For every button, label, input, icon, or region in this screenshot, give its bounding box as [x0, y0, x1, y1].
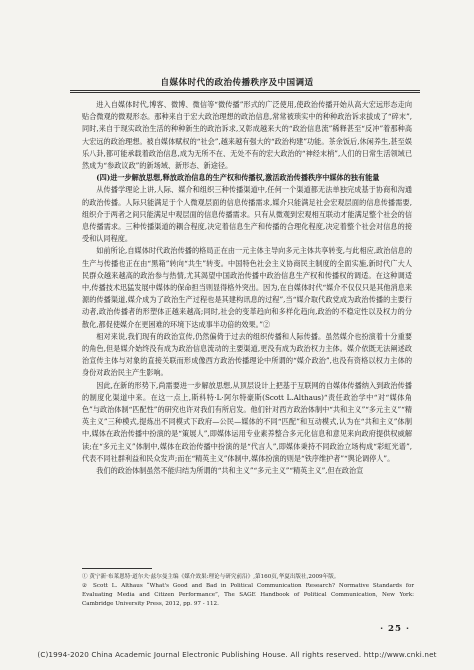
running-header: 自媒体时代的政治传播秩序及中国调适 [160, 78, 314, 88]
page-number: · 25 · [380, 624, 410, 634]
header-rule [70, 90, 420, 91]
footnotes [82, 573, 414, 609]
copyright-footer: (C)1994-2020 China Academic Journal Electronic Publishing House. All rights reserved. http://www.cnki.net [37, 650, 437, 659]
body-paragraph: 相对来说,我们现有的政治宣传,仍然偏倚于过去的组织传播和人际传播。虽然媒介也扮演着十分重要的角色,但是媒介始终没有成为政治信息流动的主要渠道,更没有成为政治权力主体。媒介依既无法阐述政治宣传主体与对象的直接关联而形成像西方政治传播理论中所谓的“媒介政治”,也没有资格以权力主体的身份对政治民主产生影响。 [82, 331, 412, 378]
header-rule-thin [70, 92, 420, 93]
body-paragraph: 因此,在新的形势下,尚需要进一步解放思想,从顶层设计上把基于互联网的自媒体传播纳入到政治传播的制度化渠道中来。在这一点上,斯科特·L·阿尔特豪斯(Scott L.Althaus)“责任政治学中“对“媒体角色”与政治体制“匹配性”的研究也许对我们有所启发。他们针对西方政治体制中“共和主义”“多元主义”“精英主义”三种模式,提炼出不同模式下政府—公民—媒体的不同“匹配”和互动模式,认为在“共和主义”体制中,媒体在政治传播中扮演的是“策展人”,即媒体运用专业素养整合多元化信息和意见来向政府提供权威解读;在“多元主义”体制中,媒体在政治传播中扮演的是“代言人”,即媒体秉持不同政治立场构成“彩虹光谱”,代表不同社群利益和民众发声;而在“精英主义”体制中,媒体扮演的则是“铁序维护者”“舆论调停人”。 [82, 380, 412, 463]
article-body [82, 99, 412, 477]
body-paragraph: 我们的政治体制虽然不能归结为所谓的“共和主义”“多元主义”“精英主义”,但在政治宣 [96, 466, 364, 476]
footnote: ② Scott L. Althaus “What's Good and Bad in Political Communication Research? Normative Standards for Evaluating Media and Citizen Performance”, The SAGE Handbook of Political Communication, New York: Cambridge University Press, 2012, pp. 97 - 112. [82, 583, 414, 607]
footnote: ① 黄宁新·布莱恩特·道尔夫·兹尔曼主编《媒介效果:理论与研究前沿》,第160页,华夏出版社,2009年版。 [82, 574, 340, 580]
footnote-rule [82, 568, 152, 569]
body-paragraph: 如前所论,自媒体时代政治传播的格局正在由一元主体主导向多元主体共享转变,与此相应,政治信息的生产与传播也正在由“黑箱”转向“共生”转变。中国特色社会主义协商民主制度的全面实施,新时代广大人民群众越来越高的政治参与热情,尤其渴望中国政治传播中政治信息生产权和传播权的调适。在这种调适中,传播技术迅猛发展中媒体的保命担当则显得格外突出。因为,在自媒体时代“媒介不仅仅只是其他消息来源的传播渠道,媒介成为了政治生产过程也是其建构讯息的过程”,当“媒介取代政党成为政治传播的主要行动者,政治传播者的形塑体正越来越高;同时,社会的变革趋向和多样化趋向,政治的不稳定性以及权力的分散化,都促使媒介在更困难的环境下达成事半功倍的效果。”② [82, 246, 412, 329]
section-heading: (四)进一步解放思想,释放政治信息的生产权和传播权,激活政治传播秩序中媒体的独有能量 [96, 173, 380, 183]
body-paragraph: 进入自媒体时代,博客、微博、微信等“微传播”形式的广泛使用,使政治传播开始从高大宏远形态走向贴合微观的微观形态。那种来自于宏大政治理想的政治信息,常常被琐实中的种种政治诉求拔成了“碎末”,同时,来自于现实政治生活的种种新生的政治诉求,又彰成越来大的“政治信息流”稀释甚至“反冲”着那种高大宏远的政治理想。被自媒体赋权的“社会”,越来越有强大的“政治构建”功能。茶余饭后,休闲养生,甚至娱乐八卦,都可能承载着政治信息,成为无所不在、无处不有的宏大政治的“神经末梢”,人们的日常生活领域已然成为“参政议政”的新场域、新形态、新途径。 [82, 100, 412, 171]
body-paragraph: 从传播学理论上讲,人际、媒介和组织三种传播渠道中,任何一个渠道都无法单独完成基于协商和沟通的政治传播。人际只能满足于个人微观层面的信息传播需求,媒介只能满足社会宏观层面的信息传播需要,组织介于两者之间只能满足中观层面的信息传播需求。只有从微观到宏观相互联动才能满足整个社会的信息传播需求。三种传播渠道的耦合程度,决定着信息生产和传播的合理化程度,决定着整个社会对信息的接受和认同程度。 [82, 185, 412, 244]
